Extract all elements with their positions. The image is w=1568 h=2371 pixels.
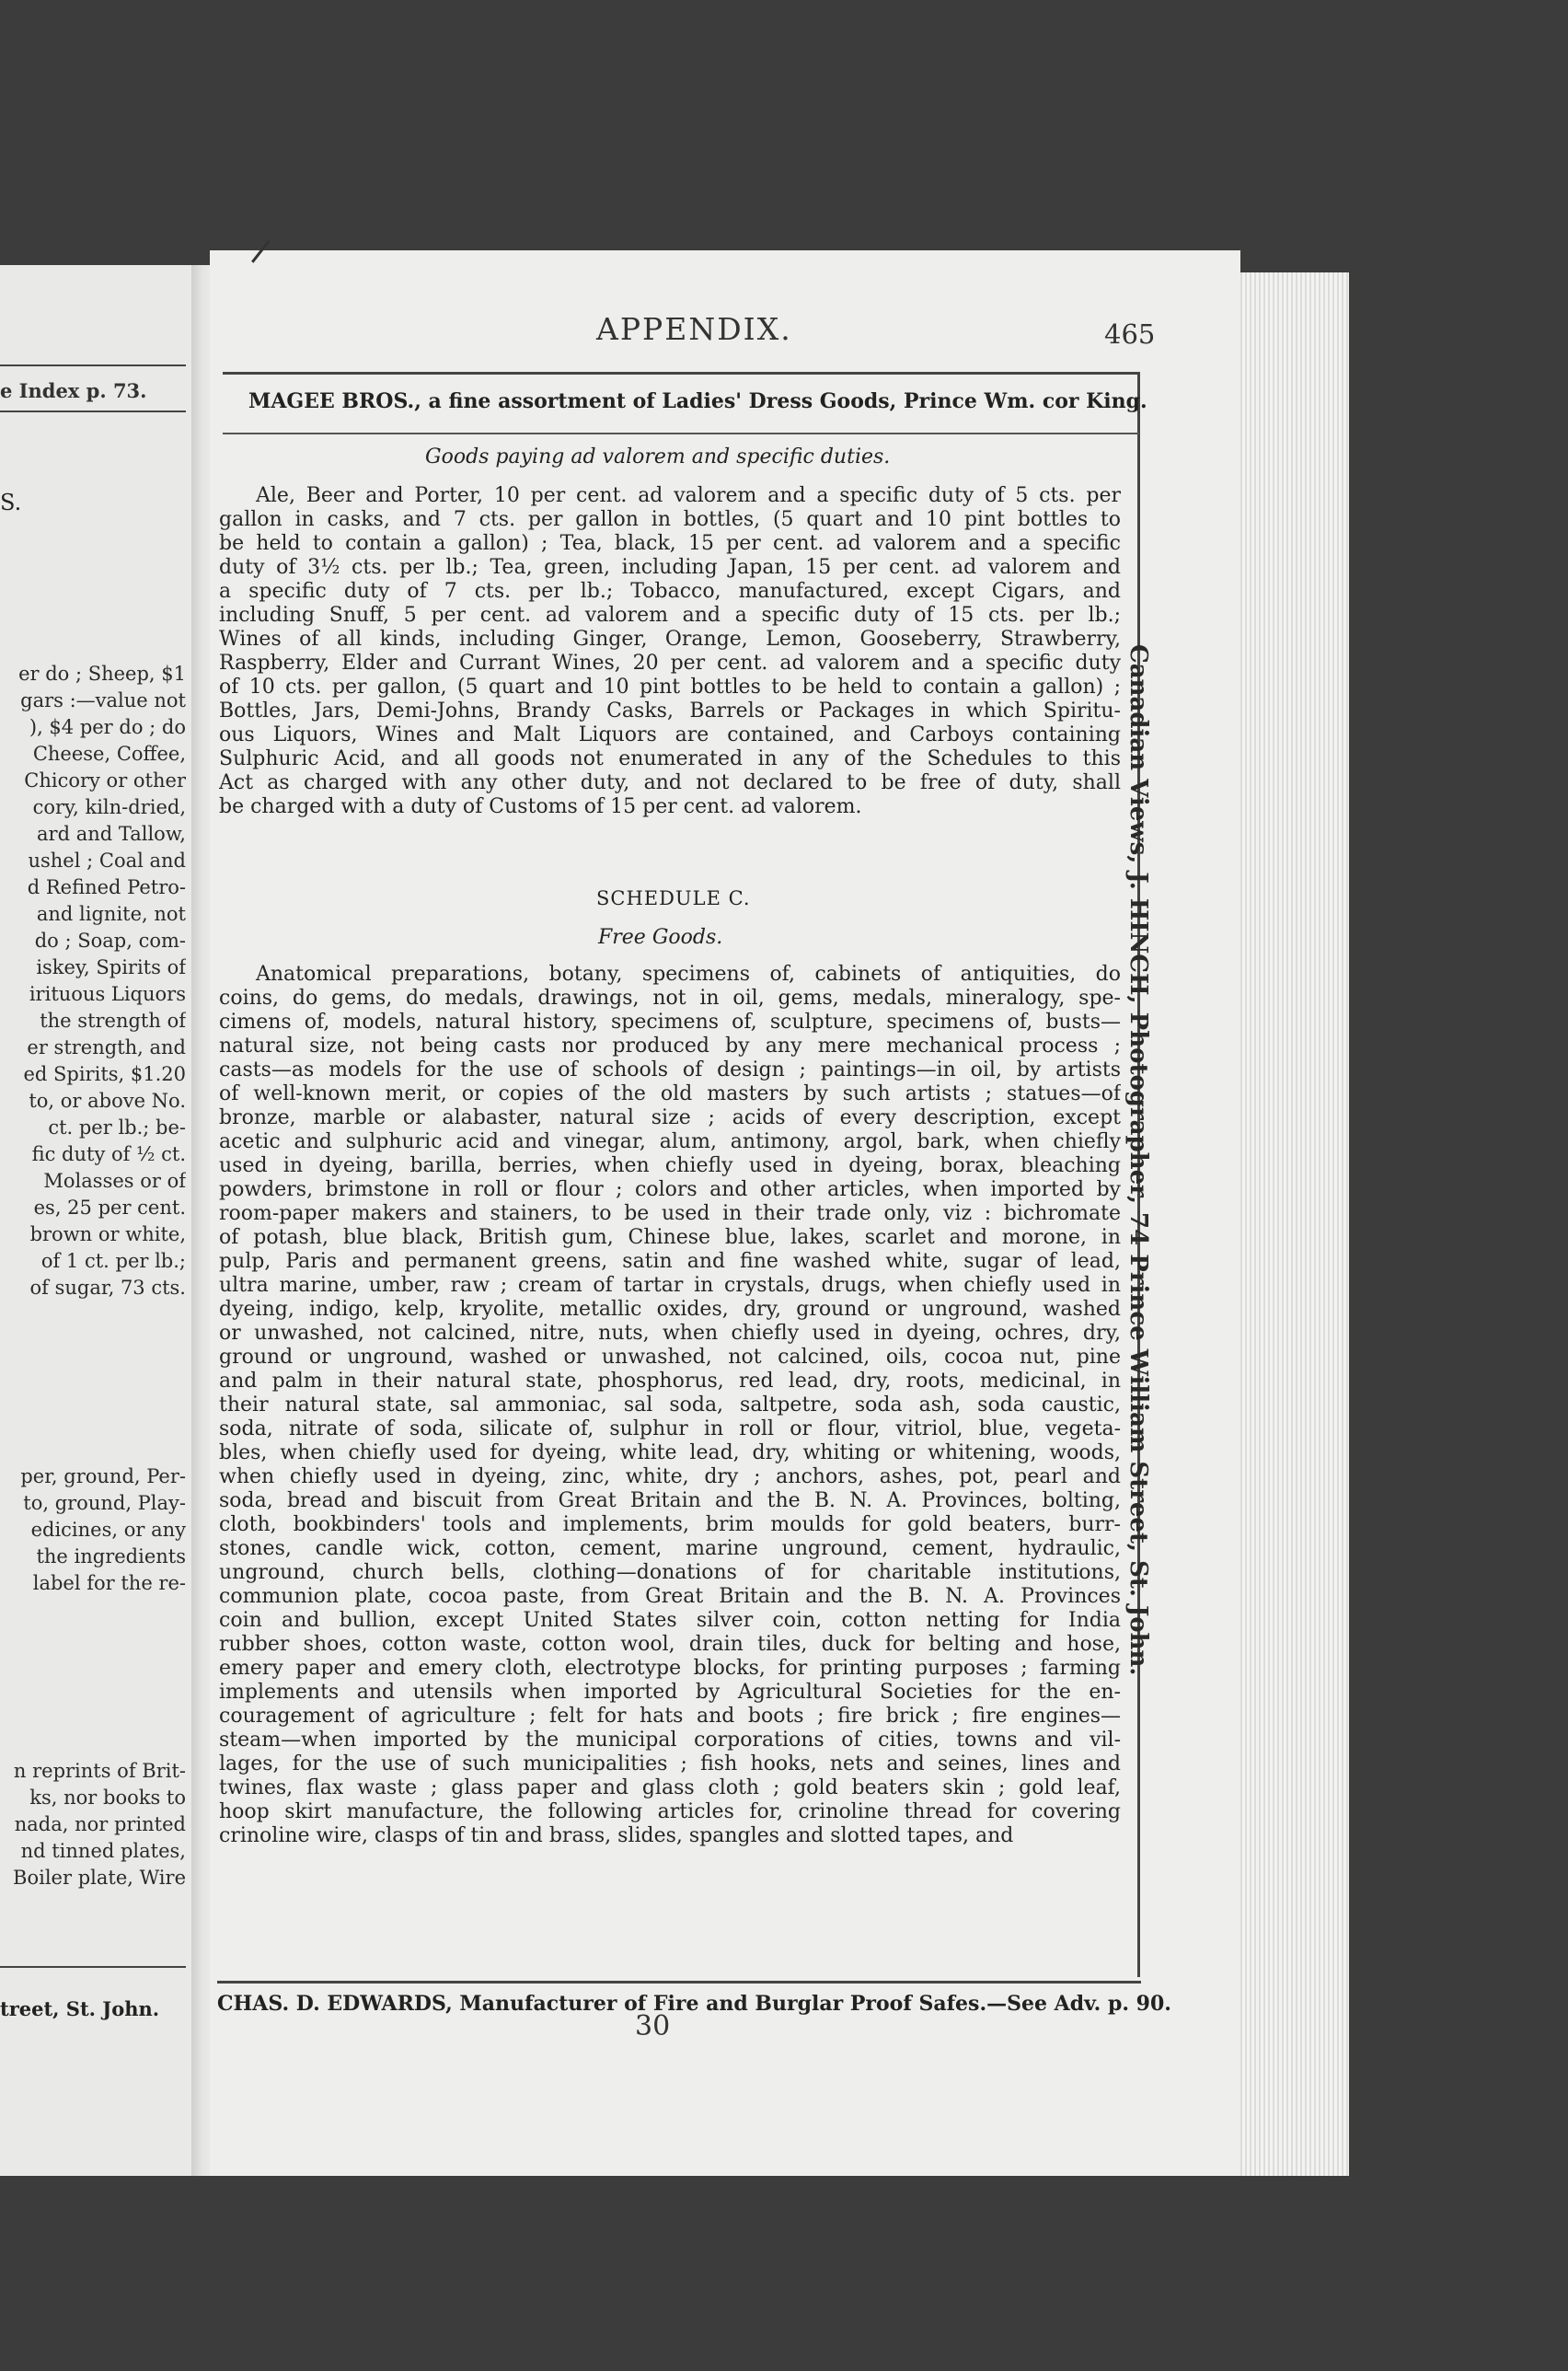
text-line: used in dyeing, barilla, berries, when chiefly used in dyeing, borax, bleaching	[219, 1154, 1121, 1177]
left-text-line: of 1 ct. per lb.;	[40, 1250, 186, 1272]
left-text-line: gars :—value not	[20, 689, 186, 711]
text-line: emery paper and emery cloth, electrotype blocks, for printing purposes ; farming	[219, 1657, 1121, 1680]
paragraph-duties	[219, 484, 1121, 819]
left-header-rule	[0, 364, 186, 366]
left-text-line: ard and Tallow,	[37, 823, 186, 845]
text-line: Wines of all kinds, including Ginger, Orange, Lemon, Gooseberry, Strawberry,	[219, 628, 1121, 651]
text-line: cimens of, models, natural history, specimens of, sculpture, specimens of, busts—	[219, 1011, 1121, 1034]
text-line: steam—when imported by the municipal corporations of cities, towns and vil-	[219, 1729, 1121, 1752]
left-text-line: Molasses or of	[43, 1170, 186, 1192]
left-text-line: n reprints of Brit-	[13, 1760, 186, 1782]
left-text-line: er strength, and	[27, 1036, 186, 1058]
left-text-line: ), $4 per do ; do	[29, 716, 186, 738]
left-text-line: Chicory or other	[24, 769, 186, 792]
side-advertisement: Canadian Views, J. HINCH, Photographer, 74 Prince William Street, St. John.	[1124, 644, 1152, 1676]
text-line: soda, bread and biscuit from Great Britain and the B. N. A. Provinces, bolting,	[219, 1489, 1121, 1512]
running-head: APPENDIX.	[596, 311, 792, 347]
left-text-line: ks, nor books to	[29, 1787, 186, 1809]
text-line: powders, brimstone in roll or flour ; colors and other articles, when imported by	[219, 1178, 1121, 1201]
left-page-footer: treet, St. John.	[0, 1997, 160, 2020]
signature-mark: 30	[635, 2010, 671, 2042]
text-line: duty of 3½ cts. per lb.; Tea, green, including Japan, 15 per cent. ad valorem and	[219, 556, 1121, 579]
text-line: natural size, not being casts nor produced by any mere mechanical process ;	[219, 1035, 1121, 1058]
left-section-letter: S.	[0, 490, 22, 515]
text-line: their natural state, sal ammoniac, sal soda, saltpetre, soda ash, soda caustic,	[219, 1394, 1121, 1417]
left-text-line: Boiler plate, Wire	[13, 1867, 186, 1889]
left-text-line: the strength of	[40, 1010, 186, 1032]
paragraph-free-goods	[219, 963, 1121, 1848]
bottom-border-rule	[217, 1981, 1141, 1984]
text-line: Sulphuric Acid, and all goods not enumerated in any of the Schedules to this	[219, 747, 1121, 770]
left-text-line: label for the re-	[32, 1572, 186, 1594]
text-line: crinoline wire, clasps of tin and brass, slides, spangles and slotted tapes, and	[219, 1824, 1014, 1847]
text-line: of potash, blue black, British gum, Chinese blue, lakes, scarlet and morone, in	[219, 1226, 1121, 1249]
schedule-heading: SCHEDULE C.	[596, 887, 751, 909]
text-line: be held to contain a gallon) ; Tea, black, 15 per cent. ad valorem and a specific	[219, 532, 1121, 555]
left-text-line: iskey, Spirits of	[36, 956, 186, 978]
left-text-line: the ingredients	[36, 1545, 186, 1567]
text-line: couragement of agriculture ; felt for hats and boots ; fire brick ; fire engines—	[219, 1705, 1121, 1728]
text-line: Raspberry, Elder and Currant Wines, 20 per cent. ad valorem and a specific duty	[219, 652, 1121, 675]
section-subheading: Goods paying ad valorem and specific duties.	[425, 445, 891, 468]
text-line: when chiefly used in dyeing, zinc, white, dry ; anchors, ashes, pot, pearl and	[219, 1465, 1121, 1488]
text-line: pulp, Paris and permanent greens, satin and fine washed white, sugar of lead,	[219, 1250, 1121, 1273]
text-line: hoop skirt manufacture, the following articles for, crinoline thread for covering	[219, 1800, 1121, 1823]
text-line: unground, church bells, clothing—donations of for charitable institutions,	[219, 1561, 1121, 1584]
free-goods-heading: Free Goods.	[598, 926, 723, 949]
text-line: ground or unground, washed or unwashed, not calcined, oils, cocoa nut, pine	[219, 1346, 1121, 1369]
text-line: ultra marine, umber, raw ; cream of tartar in crystals, drugs, when chiefly used in	[219, 1274, 1121, 1297]
left-text-block-1	[0, 661, 186, 1301]
top-border-rule	[223, 372, 1139, 375]
text-line: bles, when chiefly used for dyeing, white lead, dry, whiting or whitening, woods,	[219, 1441, 1121, 1464]
text-line: Ale, Beer and Porter, 10 per cent. ad valorem and a specific duty of 5 cts. per	[256, 484, 1121, 507]
left-text-line: of sugar, 73 cts.	[29, 1277, 186, 1299]
left-text-line: to, ground, Play-	[23, 1492, 186, 1514]
text-line: lages, for the use of such municipalities ; fish hooks, nets and seines, lines and	[219, 1752, 1121, 1775]
left-text-line: do ; Soap, com-	[34, 930, 186, 952]
left-text-block-3	[0, 1758, 186, 1891]
left-text-line: brown or white,	[29, 1223, 186, 1245]
text-line: cloth, bookbinders' tools and implements, brim moulds for gold beaters, burr-	[219, 1513, 1121, 1536]
text-line: a specific duty of 7 cts. per lb.; Tobacco, manufactured, except Cigars, and	[219, 580, 1121, 603]
text-line: communion plate, cocoa paste, from Great Britain and the B. N. A. Provinces	[219, 1585, 1121, 1608]
left-text-line: d Refined Petro-	[27, 876, 186, 898]
left-text-line: edicines, or any	[30, 1519, 186, 1541]
text-line: acetic and sulphuric acid and vinegar, alum, antimony, argol, bark, when chiefly	[219, 1130, 1121, 1153]
text-line: Act as charged with any other duty, and not declared to be free of duty, shall	[219, 771, 1121, 794]
bottom-advertisement: CHAS. D. EDWARDS, Manufacturer of Fire and Burglar Proof Safes.—See Adv. p. 90.	[217, 1992, 1171, 2016]
page-edges	[1240, 272, 1349, 2176]
left-text-line: ed Spirits, $1.20	[23, 1063, 186, 1085]
text-line: Bottles, Jars, Demi-Johns, Brandy Casks, Barrels or Packages in which Spiritu-	[219, 700, 1121, 723]
left-text-line: ct. per lb.; be-	[48, 1116, 186, 1139]
page-number: 465	[1104, 318, 1156, 350]
text-line: of well-known merit, or copies of the old masters by such artists ; statues—of	[219, 1082, 1121, 1105]
left-page-header: e Index p. 73.	[0, 379, 147, 402]
left-text-line: nd tinned plates,	[20, 1840, 186, 1862]
left-text-line: Cheese, Coffee,	[32, 743, 186, 765]
text-line: stones, candle wick, cotton, cement, marine unground, cement, hydraulic,	[219, 1537, 1121, 1560]
text-line: room-paper makers and stainers, to be used in their trade only, viz : bichromate	[219, 1202, 1121, 1225]
top-advertisement: MAGEE BROS., a fine assortment of Ladies' Dress Goods, Prince Wm. cor King.	[248, 389, 1147, 413]
text-line: casts—as models for the use of schools of design ; paintings—in oil, by artists	[219, 1058, 1121, 1081]
text-line: coins, do gems, do medals, drawings, not in oil, gems, medals, mineralogy, spe-	[219, 987, 1121, 1010]
left-text-line: es, 25 per cent.	[33, 1197, 186, 1219]
text-line: soda, nitrate of soda, silicate of, sulphur in roll or flour, vitriol, blue, vegeta-	[219, 1417, 1121, 1440]
text-line: of 10 cts. per gallon, (5 quart and 10 pint bottles to be held to contain a gallon) ;	[219, 676, 1121, 699]
text-line: bronze, marble or alabaster, natural size ; acids of every description, except	[219, 1106, 1121, 1129]
left-text-line: per, ground, Per-	[20, 1465, 186, 1487]
text-line: including Snuff, 5 per cent. ad valorem and a specific duty of 15 cts. per lb.;	[219, 604, 1121, 627]
text-line: coin and bullion, except United States silver coin, cotton netting for India	[219, 1609, 1121, 1632]
text-line: dyeing, indigo, kelp, kryolite, metallic oxides, dry, ground or unground, washed	[219, 1298, 1121, 1321]
left-text-line: er do ; Sheep, $1	[18, 663, 186, 685]
left-text-block-2	[0, 1463, 186, 1597]
text-line: rubber shoes, cotton waste, cotton wool, drain tiles, duck for belting and hose,	[219, 1633, 1121, 1656]
left-footer-rule	[0, 1966, 186, 1968]
left-text-line: and lignite, not	[36, 903, 186, 925]
text-line: and palm in their natural state, phosphorus, red lead, dry, roots, medicinal, in	[219, 1370, 1121, 1393]
left-text-line: nada, nor printed	[14, 1813, 186, 1835]
text-line: Anatomical preparations, botany, specimens of, cabinets of antiquities, do	[256, 963, 1121, 986]
text-line: be charged with a duty of Customs of 15 per cent. ad valorem.	[219, 795, 862, 818]
advert-rule	[223, 433, 1139, 434]
text-line: implements and utensils when imported by Agricultural Societies for the en-	[219, 1681, 1121, 1704]
left-header-rule-lower	[0, 411, 186, 412]
left-text-line: to, or above No.	[29, 1090, 186, 1112]
text-line: ous Liquors, Wines and Malt Liquors are contained, and Carboys containing	[219, 723, 1121, 746]
text-line: or unwashed, not calcined, nitre, nuts, when chiefly used in dyeing, ochres, dry,	[219, 1322, 1121, 1345]
left-text-line: cory, kiln-dried,	[32, 796, 186, 818]
text-line: gallon in casks, and 7 cts. per gallon in bottles, (5 quart and 10 pint bottles to	[219, 508, 1121, 531]
left-text-line: fic duty of ½ ct.	[31, 1143, 186, 1165]
left-text-line: irituous Liquors	[29, 983, 186, 1005]
left-text-line: ushel ; Coal and	[28, 850, 186, 872]
text-line: twines, flax waste ; glass paper and glass cloth ; gold beaters skin ; gold leaf,	[219, 1776, 1121, 1799]
